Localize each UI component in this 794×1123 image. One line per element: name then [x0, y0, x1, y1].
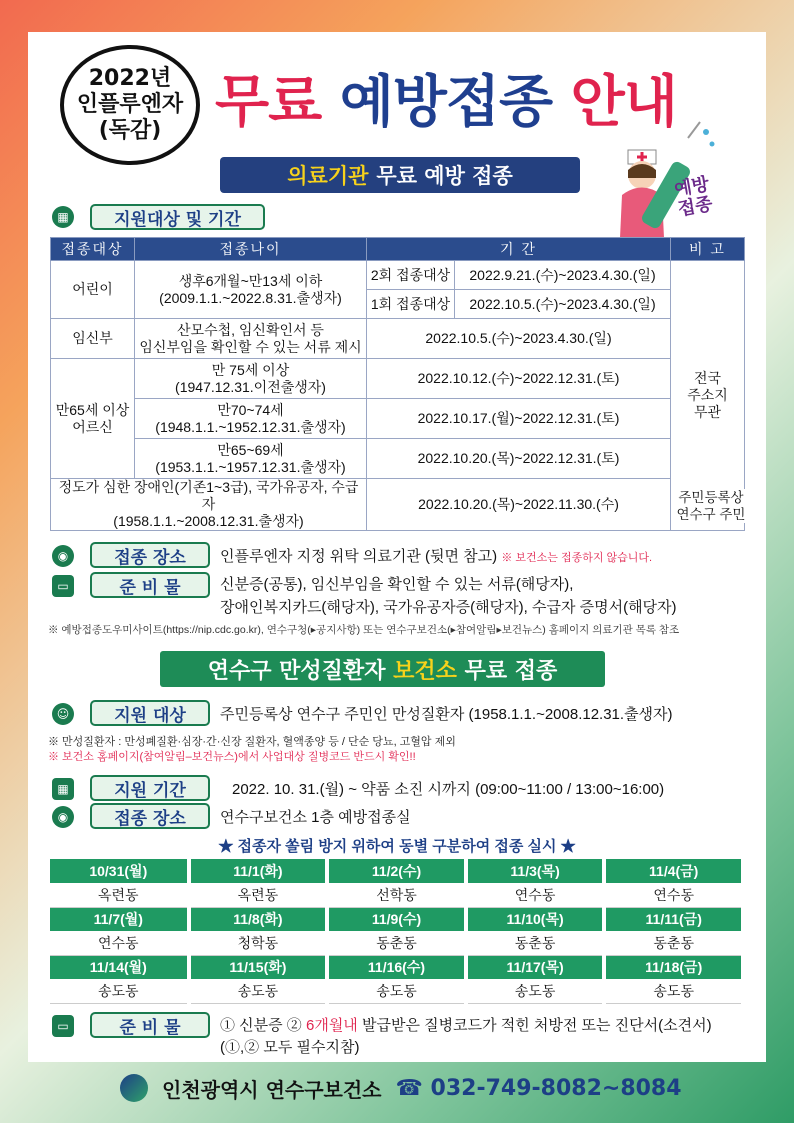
- title-free: 무료: [215, 70, 322, 135]
- date-cell: 11/8(화): [189, 907, 328, 931]
- badge-line2: (독감): [98, 118, 162, 143]
- row-child-label: 어린이: [51, 261, 135, 319]
- medical-institution-ribbon: [220, 157, 580, 193]
- row-elder1-age: 만 75세 이상 (1947.12.31.이전출생자): [135, 359, 367, 399]
- dong-cell: 송도동: [327, 979, 466, 1003]
- dong-cell: 청학동: [189, 931, 328, 955]
- row-disabled-label: 정도가 심한 장애인(기존1~3급), 국가유공자, 수급자 (1958.1.1.~2008.12.31.출생자): [51, 479, 367, 531]
- date-cell: 11/1(화): [189, 859, 328, 883]
- calendar-icon-2: ▦: [52, 778, 74, 800]
- tag-prep2: 준 비 물: [90, 1012, 210, 1038]
- row-disabled-period: 2022.10.20.(목)~2022.11.30.(수): [367, 479, 671, 531]
- support-table: [50, 237, 745, 531]
- row-child-d2: 2022.10.5.(수)~2023.4.30.(일): [455, 290, 671, 319]
- th-target: 접종대상: [51, 238, 135, 261]
- date-cell: 11/7(월): [50, 907, 189, 931]
- prep2-a: ① 신분증 ②: [220, 1017, 306, 1034]
- place-main: 인플루엔자 지정 위탁 의료기관 (뒷면 참고): [220, 548, 498, 565]
- date-cell: 10/31(월): [50, 859, 189, 883]
- date-cell: 11/2(수): [327, 859, 466, 883]
- prep2-line2: (①,② 모두 필수지참): [220, 1039, 360, 1056]
- place2-text: 연수구보건소 1층 예방접종실: [220, 809, 411, 826]
- id-card-icon: ▭: [52, 575, 74, 597]
- row-pregnant-label: 임신부: [51, 319, 135, 359]
- footer-tel: ☎ 032-749-8082~8084: [395, 1075, 682, 1101]
- city-logo-icon: [120, 1074, 148, 1102]
- title-vaccination: 예방접종: [339, 70, 553, 135]
- schedule-title: ★ 접종자 쏠림 방지 위하여 동별 구분하여 접종 실시 ★: [218, 838, 576, 855]
- place-note: ※ 보건소는 접종하지 않습니다.: [501, 552, 653, 564]
- th-note: 비 고: [671, 238, 745, 261]
- chronic-disease-ribbon: [160, 651, 605, 687]
- footer: [120, 1068, 682, 1108]
- place-text: [220, 545, 652, 566]
- dong-cell: 연수동: [466, 883, 605, 907]
- date-cell: 11/4(금): [604, 859, 743, 883]
- row-elder2-period: 2022.10.17.(월)~2022.12.31.(토): [367, 399, 671, 439]
- row-child-d1-label: 2회 접종대상: [367, 261, 455, 290]
- tag-place2: 접종 장소: [90, 803, 210, 829]
- people-icon: ☺: [52, 703, 74, 725]
- location-pin-icon-2: ◉: [52, 806, 74, 828]
- date-cell: 11/14(월): [50, 955, 189, 979]
- dong-cell: 동춘동: [327, 931, 466, 955]
- prep2-b: 발급받은 질병코드가 적힌 처방전 또는 진단서(소견서): [357, 1017, 712, 1034]
- dong-cell: 송도동: [466, 979, 605, 1003]
- schedule-table: [50, 859, 745, 1004]
- dong-cell: 연수동: [604, 883, 743, 907]
- date-cell: 11/16(수): [327, 955, 466, 979]
- note-nationwide: 전국 주소지 무관: [671, 261, 745, 531]
- row-pregnant-period: 2022.10.5.(수)~2023.4.30.(일): [367, 319, 671, 359]
- tag-place: 접종 장소: [90, 542, 210, 568]
- footnote-sites: ※ 예방접종도우미사이트(https://nip.cdc.go.kr), 연수구청(▸공지사항) 또는 연수구보건소(▸참여알림▸보건뉴스) 홈페이지 의료기관 목록 참조: [48, 624, 680, 636]
- footer-org: 인천광역시 연수구보건소: [162, 1077, 382, 1102]
- ribbon-highlight: 의료기관: [287, 164, 369, 188]
- title-guide: 안내: [570, 70, 677, 135]
- row-pregnant-age: 산모수첩, 임신확인서 등 임신부임을 확인할 수 있는 서류 제시: [135, 319, 367, 359]
- row-elder3-period: 2022.10.20.(목)~2022.12.31.(토): [367, 439, 671, 479]
- green-ribbon-a: 연수구 만성질환자: [207, 658, 386, 684]
- dong-cell: 연수동: [50, 931, 189, 955]
- period-text: 2022. 10. 31.(월) ~ 약품 소진 시까지 (09:00~11:00 / 13:00~16:00): [232, 781, 665, 798]
- row-elder-label: 만65세 이상 어르신: [51, 359, 135, 479]
- location-pin-icon: ◉: [52, 545, 74, 567]
- dong-cell: 동춘동: [466, 931, 605, 955]
- row-child-d1: 2022.9.21.(수)~2023.4.30.(일): [455, 261, 671, 290]
- prep2-line1: [220, 1014, 712, 1035]
- note-chronic: ※ 만성질환자 : 만성폐질환·심장·간·신장 질환자, 혈액종양 등 / 단순 당뇨, 고혈압 제외: [48, 736, 456, 748]
- section-support-title: 지원대상 및 기간: [90, 204, 265, 230]
- row-child-age: 생후6개월~만13세 이하 (2009.1.1.~2022.8.31.출생자): [135, 261, 367, 319]
- tag-target: 지원 대상: [90, 700, 210, 726]
- prep2-red: 6개월내: [305, 1017, 358, 1034]
- dong-cell: 송도동: [189, 979, 328, 1003]
- row-elder3-age: 만65~69세 (1953.1.1.~1957.12.31.출생자): [135, 439, 367, 479]
- badge-year: 2022년: [88, 66, 172, 91]
- target-text: 주민등록상 연수구 주민인 만성질환자 (1958.1.1.~2008.12.31.출생자): [220, 706, 673, 723]
- date-cell: 11/11(금): [604, 907, 743, 931]
- green-ribbon-hl: 보건소: [393, 658, 457, 684]
- date-cell: 11/3(목): [466, 859, 605, 883]
- dong-cell: 송도동: [604, 979, 743, 1003]
- date-cell: 11/15(화): [189, 955, 328, 979]
- date-cell: 11/17(목): [466, 955, 605, 979]
- note-check-code: ※ 보건소 홈페이지(참여알림–보건뉴스)에서 사업대상 질병코드 반드시 확인!!: [48, 751, 416, 763]
- calendar-icon: ▦: [52, 206, 74, 228]
- id-card-icon-2: ▭: [52, 1015, 74, 1037]
- row-elder1-period: 2022.10.12.(수)~2022.12.31.(토): [367, 359, 671, 399]
- year-badge: [60, 45, 200, 165]
- nurse-caption: 예방접종: [672, 173, 715, 220]
- note-yeonsu-resident: 주민등록상 연수구 주민: [676, 490, 746, 522]
- tag-period: 지원 기간: [90, 775, 210, 801]
- green-ribbon-b: 무료 접종: [464, 658, 558, 684]
- dong-cell: 선학동: [327, 883, 466, 907]
- th-period: 기 간: [367, 238, 671, 261]
- date-cell: 11/10(목): [466, 907, 605, 931]
- date-cell: 11/18(금): [604, 955, 743, 979]
- dong-cell: 송도동: [50, 979, 189, 1003]
- prep-line2: 장애인복지카드(해당자), 국가유공자증(해당자), 수급자 증명서(해당자): [220, 599, 677, 616]
- date-cell: 11/9(수): [327, 907, 466, 931]
- prep-line1: 신분증(공통), 임신부임을 확인할 수 있는 서류(해당자),: [220, 576, 574, 593]
- dong-cell: 옥련동: [189, 883, 328, 907]
- row-elder2-age: 만70~74세 (1948.1.1.~1952.12.31.출생자): [135, 399, 367, 439]
- dong-cell: 동춘동: [604, 931, 743, 955]
- tag-prep: 준 비 물: [90, 572, 210, 598]
- dong-cell: 옥련동: [50, 883, 189, 907]
- th-age: 접종나이: [135, 238, 367, 261]
- badge-line1: 인플루엔자: [76, 92, 184, 117]
- ribbon-text: 무료 예방 접종: [376, 164, 513, 188]
- row-child-d2-label: 1회 접종대상: [367, 290, 455, 319]
